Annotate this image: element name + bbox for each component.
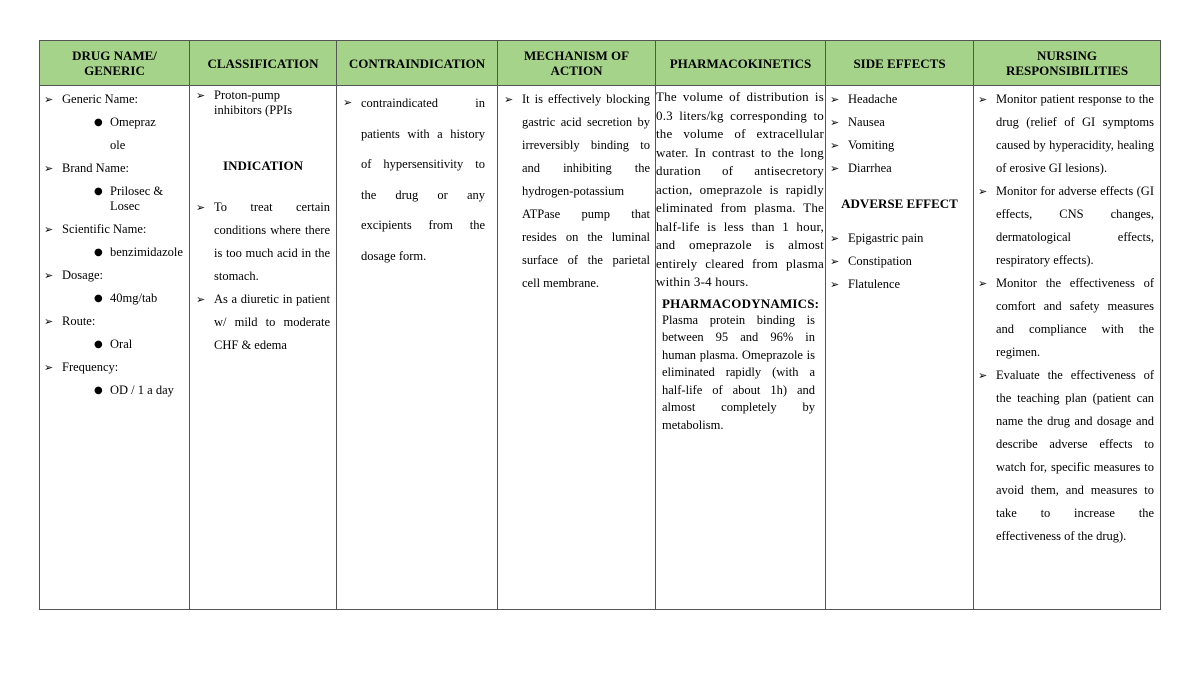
arrow-bullet-icon: ➢ [830, 93, 840, 106]
scientific-value: benzimidazole [110, 245, 183, 259]
arrow-bullet-icon: ➢ [830, 255, 840, 268]
dot-bullet-icon: ● [94, 186, 103, 197]
side-effect-item: Nausea [848, 115, 885, 129]
route-label: Route: [62, 314, 96, 328]
list-item [44, 218, 185, 241]
arrow-bullet-icon: ➢ [44, 223, 54, 236]
side-effects-cell [826, 86, 974, 610]
generic-value-cont: ole [110, 138, 126, 152]
header-side-effects: SIDE EFFECTS [826, 41, 974, 86]
nursing-cell [974, 86, 1161, 610]
list-item [830, 111, 969, 134]
contraindication-text: contraindicated in patients with a history of hypersensitivity to the drug or any excipients from the dosage form. [361, 96, 485, 263]
list-item [44, 356, 185, 379]
header-classification: CLASSIFICATION [190, 41, 337, 86]
dosage-value: 40mg/tab [110, 291, 158, 305]
adverse-effect-item: Constipation [848, 254, 912, 268]
list-item [44, 157, 185, 180]
list-item [978, 272, 1154, 364]
header-nursing: NURSING RESPONSIBILITIES [974, 41, 1161, 86]
contraindication-cell [337, 86, 498, 610]
side-effect-item: Diarrhea [848, 161, 892, 175]
frequency-value: OD / 1 a day [110, 383, 174, 397]
list-item [830, 134, 969, 157]
pharmacodynamics-heading: PHARMACODYNAMICS: [662, 295, 820, 311]
arrow-bullet-icon: ➢ [830, 139, 840, 152]
dot-bullet-icon: ● [94, 247, 103, 258]
brand-value: Prilosec & Losec [110, 184, 164, 213]
route-value: Oral [110, 337, 133, 351]
header-mechanism: MECHANISM OF ACTION [498, 41, 656, 86]
list-item [44, 88, 185, 111]
mechanism-text: It is effectively blocking gastric acid secretion by irreversibly binding to and inhibiting the hydrogen-potassium ATPase pump that resides on the luminal surface of the parietal cell membrane. [522, 92, 650, 290]
list-item [978, 88, 1154, 180]
pharmacokinetics-text: The volume of distribution is 0.3 liters/kg corresponding to the volume of extracellular water. In contrast to the long duration of antisecretory action, omeprazole is rapidly eliminated from plasma. The half-life is less than 1 hour, and omeprazole is almost entirely cleared from plasma within 3-4 hours. [656, 89, 824, 289]
arrow-bullet-icon: ➢ [343, 96, 353, 109]
list-item [830, 273, 969, 296]
arrow-bullet-icon: ➢ [978, 369, 988, 382]
list-item [830, 88, 969, 111]
list-item [44, 310, 185, 333]
arrow-bullet-icon: ➢ [44, 315, 54, 328]
list-item [978, 180, 1154, 272]
header-row [40, 41, 1161, 86]
arrow-bullet-icon: ➢ [978, 185, 988, 198]
dot-bullet-icon: ● [94, 117, 103, 128]
list-item [830, 250, 969, 273]
header-contraindication: CONTRAINDICATION [337, 41, 498, 86]
arrow-bullet-icon: ➢ [44, 162, 54, 175]
arrow-bullet-icon: ➢ [830, 116, 840, 129]
adverse-effect-item: Epigastric pain [848, 231, 924, 245]
arrow-bullet-icon: ➢ [44, 269, 54, 282]
scientific-label: Scientific Name: [62, 222, 147, 236]
classification-value: Proton-pump inhibitors (PPIs [214, 88, 293, 117]
list-item [830, 157, 969, 180]
list-item [504, 88, 650, 295]
side-effect-item: Vomiting [848, 138, 895, 152]
indication-text: As a diuretic in patient w/ mild to moderate CHF & edema [214, 292, 330, 352]
nursing-item: Monitor for adverse effects (GI effects, CNS changes, dermatological effects, respiratory effects). [996, 184, 1154, 267]
frequency-label: Frequency: [62, 360, 119, 374]
generic-label: Generic Name: [62, 92, 139, 106]
pharmacokinetics-cell [656, 86, 826, 610]
list-item [830, 227, 969, 250]
nursing-item: Monitor patient response to the drug (relief of GI symptoms caused by hyperacidity, healing of erosive GI lesions). [996, 92, 1154, 175]
indication-text: To treat certain conditions where there is too much acid in the stomach. [214, 200, 330, 283]
list-item [196, 196, 330, 288]
dot-bullet-icon: ● [94, 385, 103, 396]
classification-cell [190, 86, 337, 610]
nursing-item: Evaluate the effectiveness of the teaching plan (patient can name the drug and dosage and describe adverse effects to watch for, specific measures to avoid them, and measures to take to increase the effectiveness of the drug). [996, 368, 1154, 543]
indication-heading: INDICATION [223, 158, 303, 173]
mechanism-cell [498, 86, 656, 610]
dosage-label: Dosage: [62, 268, 103, 282]
pharmacodynamics-text: Plasma protein binding is between 95 and 96% in human plasma. Omeprazole is eliminated rapidly (with a half-life of about 1h) and almost completely by metabolism. [662, 312, 815, 432]
arrow-bullet-icon: ➢ [196, 89, 206, 102]
arrow-bullet-icon: ➢ [978, 277, 988, 290]
brand-label: Brand Name: [62, 161, 129, 175]
list-item [196, 88, 330, 118]
arrow-bullet-icon: ➢ [196, 201, 206, 214]
header-drug-name: DRUG NAME/ GENERIC [40, 41, 190, 86]
drug-name-cell [40, 86, 190, 610]
drug-study-table [39, 40, 1161, 610]
arrow-bullet-icon: ➢ [830, 162, 840, 175]
arrow-bullet-icon: ➢ [830, 278, 840, 291]
header-pharmacokinetics: PHARMACOKINETICS [656, 41, 826, 86]
arrow-bullet-icon: ➢ [44, 361, 54, 374]
arrow-bullet-icon: ➢ [44, 93, 54, 106]
list-item [978, 364, 1154, 548]
adverse-effect-heading: ADVERSE EFFECT [841, 196, 958, 211]
dot-bullet-icon: ● [94, 339, 103, 350]
dot-bullet-icon: ● [94, 293, 103, 304]
arrow-bullet-icon: ➢ [830, 232, 840, 245]
arrow-bullet-icon: ➢ [978, 93, 988, 106]
content-row [40, 86, 1161, 610]
side-effect-item: Headache [848, 92, 898, 106]
nursing-item: Monitor the effectiveness of comfort and safety measures and compliance with the regimen. [996, 276, 1154, 359]
generic-value: Omepraz [110, 115, 156, 129]
list-item [343, 88, 485, 271]
list-item [44, 264, 185, 287]
list-item [196, 288, 330, 357]
adverse-effect-item: Flatulence [848, 277, 901, 291]
arrow-bullet-icon: ➢ [504, 93, 514, 106]
arrow-bullet-icon: ➢ [196, 293, 206, 306]
